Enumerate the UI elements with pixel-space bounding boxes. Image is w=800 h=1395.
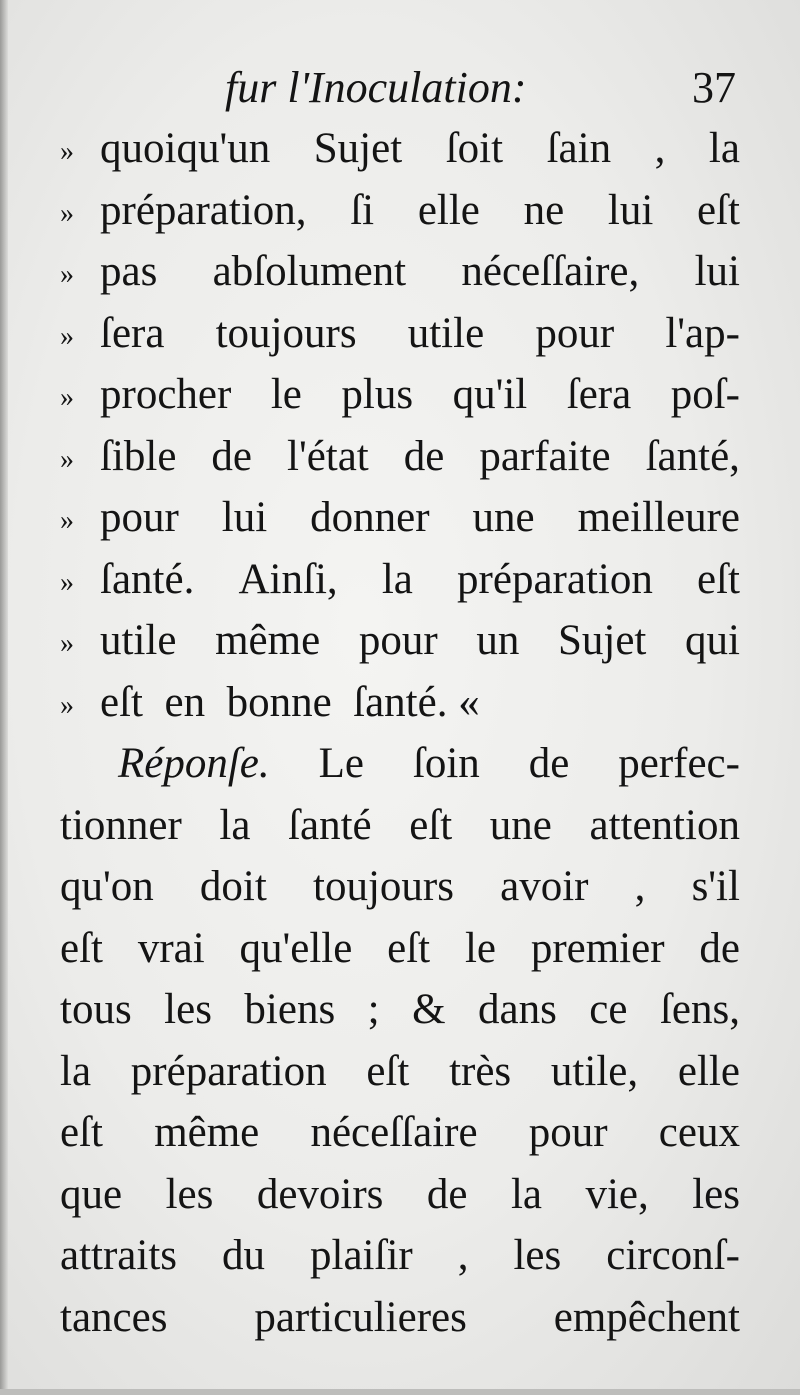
word: qu'il bbox=[452, 371, 528, 418]
word: & bbox=[412, 986, 446, 1033]
word: qu'elle bbox=[239, 925, 353, 972]
word: s'il bbox=[691, 863, 740, 910]
word: eſt bbox=[60, 1109, 103, 1156]
word: tionner bbox=[60, 802, 182, 849]
reponse-line bbox=[60, 1102, 740, 1164]
word: lui bbox=[607, 187, 654, 234]
word: néceſſaire, bbox=[461, 248, 640, 295]
word: la bbox=[381, 556, 413, 603]
word: ſoin bbox=[412, 740, 480, 787]
guillemet-mark: » bbox=[60, 567, 74, 599]
word: préparation bbox=[457, 556, 653, 603]
word: abſolument bbox=[212, 248, 407, 295]
word: ceux bbox=[658, 1109, 740, 1156]
word: plaiſir bbox=[310, 1232, 413, 1279]
word: néceſſaire bbox=[310, 1109, 478, 1156]
word: de bbox=[211, 433, 253, 480]
word: , bbox=[634, 863, 646, 910]
word: la bbox=[510, 1171, 542, 1218]
quoted-line bbox=[60, 672, 740, 734]
line-words bbox=[100, 241, 740, 303]
word: Le bbox=[318, 740, 364, 787]
word: empêchent bbox=[553, 1294, 740, 1341]
guillemet-mark: » bbox=[60, 628, 74, 660]
word: pour bbox=[528, 1109, 608, 1156]
quoted-line bbox=[60, 426, 740, 488]
reponse-line bbox=[60, 918, 740, 980]
line-words bbox=[100, 549, 740, 611]
word: vie, bbox=[585, 1171, 649, 1218]
word: l'ap- bbox=[665, 310, 740, 357]
word: pour bbox=[100, 494, 179, 541]
page-header bbox=[60, 58, 740, 118]
line-words bbox=[100, 118, 740, 180]
word: avoir bbox=[500, 863, 589, 910]
word: utile bbox=[100, 617, 177, 664]
word: procher bbox=[100, 371, 232, 418]
word: les bbox=[692, 1171, 740, 1218]
word: parfaite bbox=[479, 433, 611, 480]
guillemet-mark: » bbox=[60, 505, 74, 537]
reponse-line bbox=[60, 1287, 740, 1349]
quoted-line bbox=[60, 303, 740, 365]
word: très bbox=[449, 1048, 512, 1095]
word: eſt bbox=[409, 802, 453, 849]
word: ſain bbox=[546, 125, 612, 172]
word: circonſ- bbox=[606, 1232, 740, 1279]
guillemet-mark: » bbox=[60, 690, 74, 722]
word: dans bbox=[478, 986, 557, 1033]
word: de bbox=[528, 740, 570, 787]
word: , bbox=[457, 1232, 469, 1279]
word: ſanté, bbox=[645, 433, 740, 480]
word: ; bbox=[367, 986, 380, 1033]
page-number: 37 bbox=[692, 63, 736, 112]
word: utile, bbox=[550, 1048, 639, 1095]
word: ſanté bbox=[288, 802, 372, 849]
word: Ainſi, bbox=[238, 556, 338, 603]
page-binding-edge bbox=[0, 0, 8, 1395]
word: pas bbox=[100, 248, 158, 295]
word: les bbox=[164, 986, 212, 1033]
word: de bbox=[699, 925, 740, 972]
reponse-line bbox=[60, 1164, 740, 1226]
word: donner bbox=[310, 494, 430, 541]
guillemet-mark: » bbox=[60, 382, 74, 414]
guillemet-mark: » bbox=[60, 198, 74, 230]
word: devoirs bbox=[256, 1171, 384, 1218]
word: le bbox=[464, 925, 496, 972]
word: lui bbox=[221, 494, 268, 541]
word: Sujet bbox=[313, 125, 403, 172]
page-bottom-edge bbox=[0, 1389, 800, 1395]
word: biens bbox=[244, 986, 336, 1033]
word: les bbox=[513, 1232, 562, 1279]
word: perfec- bbox=[618, 740, 740, 787]
word: de bbox=[403, 433, 445, 480]
word: attraits bbox=[60, 1232, 178, 1279]
line-words bbox=[100, 364, 740, 426]
reponse-line bbox=[60, 856, 740, 918]
word: même bbox=[215, 617, 321, 664]
reponse-label: Réponſe. bbox=[118, 740, 270, 787]
word: elle bbox=[677, 1048, 740, 1095]
word: une bbox=[489, 802, 552, 849]
word: vrai bbox=[137, 925, 205, 972]
word: tances bbox=[60, 1294, 168, 1341]
word: eſt bbox=[366, 1048, 410, 1095]
word: eſt bbox=[697, 556, 740, 603]
quoted-line bbox=[60, 118, 740, 180]
reponse-line bbox=[60, 1041, 740, 1103]
word: tous bbox=[60, 986, 132, 1033]
word: la bbox=[708, 125, 740, 172]
line-words bbox=[100, 426, 740, 488]
word: la bbox=[219, 802, 251, 849]
reponse-first-line bbox=[118, 733, 740, 795]
word: Sujet bbox=[557, 617, 647, 664]
word: lui bbox=[694, 248, 740, 295]
word: elle bbox=[417, 187, 480, 234]
quoted-line bbox=[60, 364, 740, 426]
reponse-line bbox=[60, 795, 740, 857]
running-title: fur l'Inoculation: bbox=[225, 63, 527, 112]
word: ſera bbox=[100, 310, 165, 357]
word: eſt bbox=[60, 925, 103, 972]
word: ſanté. bbox=[100, 556, 195, 603]
guillemet-mark: » bbox=[60, 444, 74, 476]
word: doit bbox=[199, 863, 267, 910]
word: de bbox=[426, 1171, 468, 1218]
word: ſible bbox=[100, 433, 177, 480]
word: ſera bbox=[566, 371, 632, 418]
word: quoiqu'un bbox=[100, 125, 271, 172]
word: du bbox=[222, 1232, 266, 1279]
quoted-line bbox=[60, 241, 740, 303]
line-words bbox=[100, 487, 740, 549]
reponse-line bbox=[60, 1225, 740, 1287]
line-words bbox=[100, 610, 740, 672]
word: même bbox=[154, 1109, 260, 1156]
line-words bbox=[100, 303, 740, 365]
word: que bbox=[60, 1171, 123, 1218]
guillemet-mark: » bbox=[60, 136, 74, 168]
word: eſt bbox=[387, 925, 431, 972]
word: un bbox=[476, 617, 520, 664]
word: particulieres bbox=[254, 1294, 467, 1341]
word: ne bbox=[523, 187, 565, 234]
word: plus bbox=[341, 371, 414, 418]
word: pour bbox=[535, 310, 615, 357]
word: préparation, bbox=[100, 187, 307, 234]
word: une bbox=[472, 494, 535, 541]
word: , bbox=[654, 125, 666, 172]
word: toujours bbox=[313, 863, 454, 910]
reponse-line bbox=[60, 979, 740, 1041]
word: qui bbox=[685, 617, 740, 664]
word: le bbox=[270, 371, 302, 418]
word: préparation bbox=[130, 1048, 327, 1095]
word: premier bbox=[530, 925, 665, 972]
word: l'état bbox=[287, 433, 369, 480]
word: meilleure bbox=[577, 494, 740, 541]
guillemet-mark: » bbox=[60, 259, 74, 291]
word: qu'on bbox=[60, 863, 154, 910]
line-words bbox=[100, 180, 740, 242]
word: pour bbox=[358, 617, 438, 664]
word: poſ- bbox=[670, 371, 740, 418]
word: la bbox=[60, 1048, 92, 1095]
word: ce bbox=[589, 986, 628, 1033]
word: toujours bbox=[215, 310, 357, 357]
quoted-line bbox=[60, 549, 740, 611]
word: attention bbox=[589, 802, 740, 849]
word: eſt bbox=[696, 187, 740, 234]
quoted-line bbox=[60, 487, 740, 549]
word: ſi bbox=[350, 187, 375, 234]
word: utile bbox=[407, 310, 485, 357]
quoted-line bbox=[60, 610, 740, 672]
guillemet-mark: » bbox=[60, 321, 74, 353]
word: ſens, bbox=[659, 986, 740, 1033]
word: ſoit bbox=[445, 125, 504, 172]
word: les bbox=[165, 1171, 214, 1218]
line-text: eſt en bonne ſanté. « bbox=[100, 679, 480, 726]
quoted-line bbox=[60, 180, 740, 242]
